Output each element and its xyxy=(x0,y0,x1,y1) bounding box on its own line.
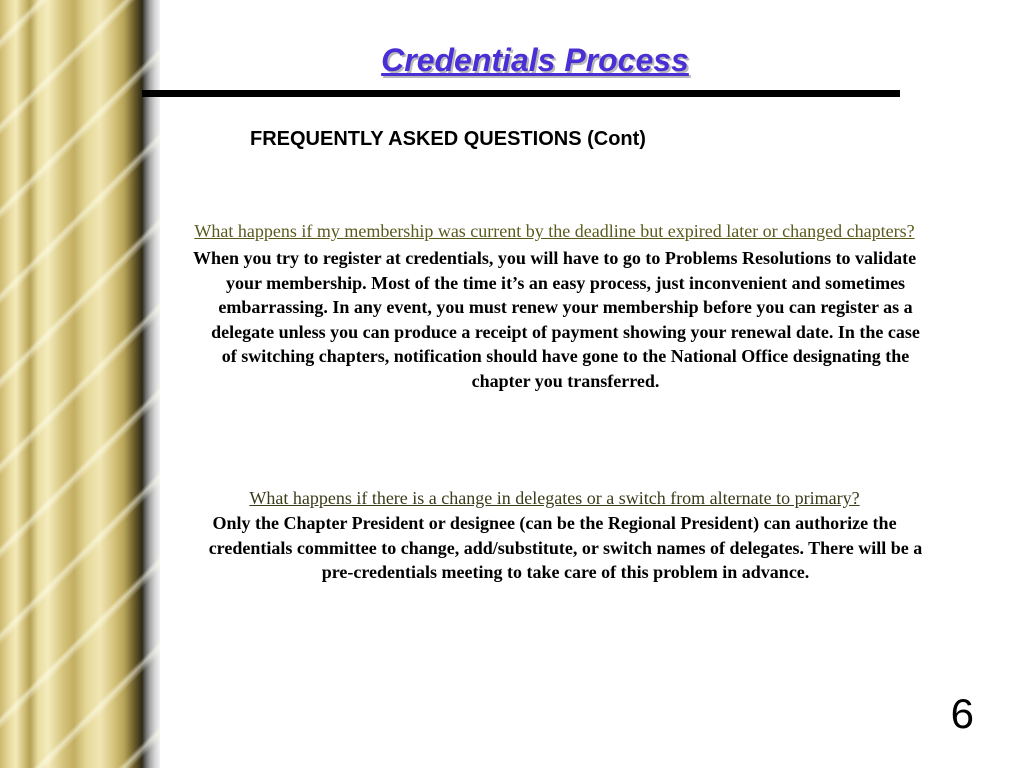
faq-answer-2: Only the Chapter President or designee (can be the Regional President) can authorize the credentials committee to change, add/substitute, or switch names of delegates. There will be a pre-credentials meeting to take care of this problem in advance. xyxy=(208,513,923,582)
faq-item-1 xyxy=(182,216,927,393)
page-number: 6 xyxy=(950,690,974,737)
faq-answer-1: When you try to register at credentials, you will have to go to Problems Resolutions to validate your membership. Most of the time it’s an easy process, just inconvenient and sometimes embarrassing. In any event, you must renew your membership before you can register as a delegate unless you can produce a receipt of payment showing your renewal date. In the case of switching chapters, notification should have gone to the National Office designating the chapter you transferred. xyxy=(192,248,920,391)
slide-subtitle: FREQUENTLY ASKED QUESTIONS (Cont) xyxy=(250,128,646,150)
decorative-pillar xyxy=(0,0,160,768)
title-divider xyxy=(142,90,900,97)
faq-question-1: What happens if my membership was current by the deadline but expired later or changed chapters? xyxy=(194,221,915,241)
slide-title: Credentials Process xyxy=(381,42,689,78)
faq-question-2: What happens if there is a change in delegates or a switch from alternate to primary? xyxy=(249,488,860,508)
faq-item-2 xyxy=(182,486,927,585)
